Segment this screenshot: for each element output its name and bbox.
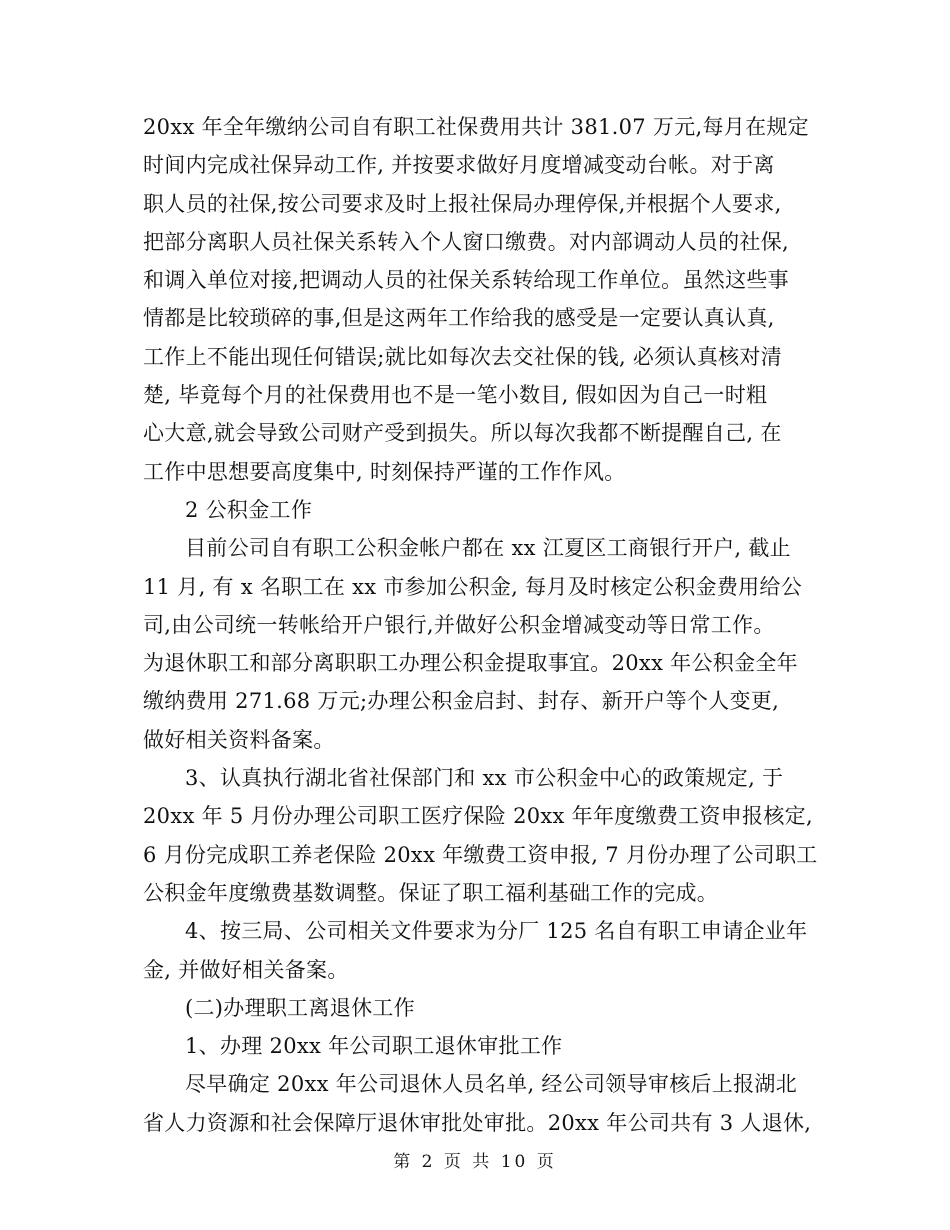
text-line: (二)办理职工离退休工作: [185, 995, 415, 1020]
text-line: 为退休职工和部分离职职工办理公积金提取事宜。20xx 年公积金全年: [143, 651, 798, 676]
text-line: 把部分离职人员社保关系转入个人窗口缴费。对内部调动人员的社保,: [143, 229, 789, 254]
text-line: 省人力资源和社会保障厅退休审批处审批。20xx 年公司共有 3 人退休,: [143, 1110, 812, 1135]
text-line: 工作中思想要高度集中, 时刻保持严谨的工作作风。: [143, 459, 626, 484]
text-line: 缴纳费用 271.68 万元;办理公积金启封、封存、新开户等个人变更,: [143, 689, 780, 714]
text-line: 11 月, 有 x 名职工在 xx 市参加公积金, 每月及时核定公积金费用给公: [143, 574, 803, 599]
document-body: [143, 108, 818, 1142]
text-line: 做好相关资料备案。: [143, 727, 335, 752]
text-line: 楚, 毕竟每个月的社保费用也不是一笔小数目, 假如因为自己一时粗: [143, 383, 768, 408]
text-line: 3、认真执行湖北省社保部门和 xx 市公积金中心的政策规定, 于: [185, 766, 784, 791]
text-line: 1、办理 20xx 年公司职工退休审批工作: [185, 1034, 563, 1059]
text-line: 时间内完成社保异动工作, 并按要求做好月度增减变动台帐。对于离: [143, 153, 775, 178]
text-line: 4、按三局、公司相关文件要求为分厂 125 名自有职工申请企业年: [185, 919, 808, 944]
text-line: 公积金年度缴费基数调整。保证了职工福利基础工作的完成。: [143, 880, 719, 905]
page-footer: 第 2 页 共 10 页: [393, 1152, 557, 1172]
text-line: 情都是比较琐碎的事,但是这两年工作给我的感受是一定要认真认真,: [143, 306, 775, 331]
text-line: 心大意,就会导致公司财产受到损失。所以每次我都不断提醒自己, 在: [143, 421, 782, 446]
text-line: 20xx 年全年缴纳公司自有职工社保费用共计 381.07 万元,每月在规定: [143, 115, 809, 139]
text-line: 2 公积金工作: [185, 497, 313, 522]
text-line: 6 月份完成职工养老保险 20xx 年缴费工资申报, 7 月份办理了公司职工: [143, 842, 818, 867]
text-line: 和调入单位对接,把调动人员的社保关系转给现工作单位。虽然这些事: [143, 268, 789, 293]
text-line: 职人员的社保,按公司要求及时上报社保局办理停保,并根据个人要求,: [143, 191, 782, 216]
text-line: 尽早确定 20xx 年公司退休人员名单, 经公司领导审核后上报湖北: [185, 1072, 798, 1097]
text-line: 工作上不能出现任何错误;就比如每次去交社保的钱, 必须认真核对清: [143, 344, 783, 369]
text-line: 20xx 年 5 月份办理公司职工医疗保险 20xx 年年度缴费工资申报核定,: [143, 804, 813, 829]
text-line: 司,由公司统一转帐给开户银行,并做好公积金增减变动等日常工作。: [143, 612, 775, 637]
text-line: 金, 并做好相关备案。: [143, 957, 349, 982]
text-line: 目前公司自有职工公积金帐户都在 xx 江夏区工商银行开户, 截止: [185, 536, 791, 561]
